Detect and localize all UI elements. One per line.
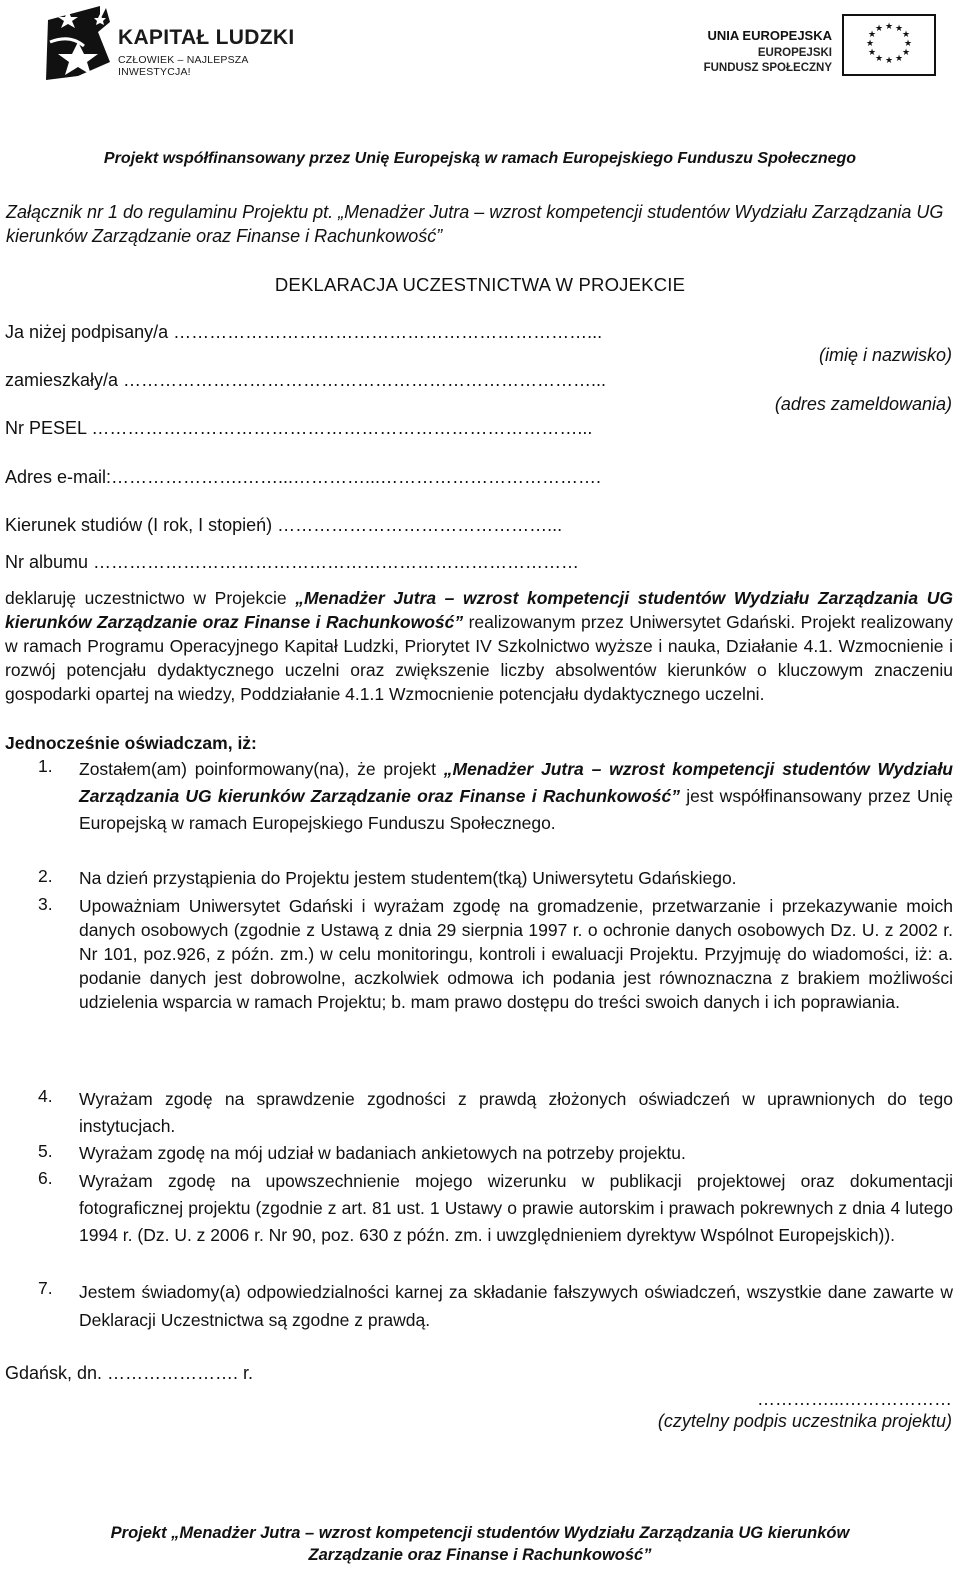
name-field[interactable]: Ja niżej podpisany/a ……………………………………………………………...: [5, 322, 603, 342]
svg-text:★: ★: [874, 54, 884, 64]
also-declare-heading: Jednocześnie oświadczam, iż:: [5, 733, 257, 753]
kapital-ludzki-subtitle: CZŁOWIEK – NAJLEPSZA INWESTYCJA!: [118, 54, 249, 78]
svg-text:★: ★: [884, 22, 894, 32]
list-item-number: 4.: [38, 1086, 53, 1106]
address-field[interactable]: zamieszkały/a ……………………………………………………………………...: [5, 370, 607, 390]
list-item-number: 3.: [38, 894, 53, 914]
eu-logo: [700, 14, 936, 80]
footer: [0, 1522, 960, 1566]
declaration-paragraph: [5, 586, 953, 706]
svg-text:★: ★: [865, 39, 875, 49]
email-field[interactable]: Adres e-mail:………………….……...…………...……………………………….: [5, 467, 602, 487]
eu-line-1: UNIA EUROPEJSKA: [707, 28, 832, 43]
eu-line-2: EUROPEJSKI: [757, 47, 832, 59]
item-text-bold: „Menadżer Jutra – wzrost kompetencji studentów Wydziału Zarządzania UG kierunków Zarządzanie oraz Finanse i Rachunkowość”: [79, 759, 953, 806]
list-item-text: Upoważniam Uniwersytet Gdański i wyrażam zgodę na gromadzenie, przetwarzanie i przekazywanie moich danych osobowych (zgodnie z Ustawą z dnia 29 sierpnia 1997 r. o ochronie danych osobowych Dz. U. z 2002 r. Nr 101, poz.926, z późn. zm.) w celu monitoringu, kontroli i ewaluacji Projektu. Przyjmuję do wiadomości, iż: a. podanie danych jest dobrowolne, aczkolwiek odmowa ich podania jest równoznaczna z brakiem możliwości udzielenia wsparcia w ramach Projektu; b. mam prawo dostępu do treści swoich danych i ich poprawiania.: [79, 896, 953, 1012]
footer-line-2: Zarządzanie oraz Finanse i Rachunkowość”: [308, 1546, 652, 1564]
kapital-ludzki-emblem-icon: [40, 2, 116, 82]
svg-text:★: ★: [874, 24, 884, 34]
eu-flag-icon: [842, 14, 936, 76]
svg-text:★: ★: [903, 39, 913, 49]
signature-field[interactable]: …………...………………: [756, 1389, 952, 1409]
svg-text:★: ★: [901, 30, 911, 40]
list-item-text: Jestem świadomy(a) odpowiedzialności karnej za składanie fałszywych oświadczeń, wszystkie dane zawarte w Deklaracji Uczestnictwa są zgodne z prawdą.: [79, 1282, 953, 1330]
list-item-text: Wyrażam zgodę na sprawdzenie zgodności z prawdą złożonych oświadczeń w uprawnionych do tego instytucjach.: [79, 1089, 953, 1136]
pesel-field[interactable]: Nr PESEL ………………………………………………………………………...: [5, 418, 593, 438]
address-hint: (adres zameldowania): [774, 394, 952, 414]
list-item-text: Wyrażam zgodę na mój udział w badaniach ankietowych na potrzeby projektu.: [79, 1143, 686, 1163]
eu-line-3: FUNDUSZ SPOŁECZNY: [703, 62, 832, 74]
cofinance-note: Projekt współfinansowany przez Unię Europejską w ramach Europejskiego Funduszu Społecznego: [103, 150, 857, 167]
list-item-text: [79, 756, 953, 837]
svg-text:★: ★: [894, 24, 904, 34]
list-item-number: 5.: [38, 1141, 53, 1161]
album-field[interactable]: Nr albumu ………………………………………………………………………: [5, 552, 580, 572]
name-hint: (imię i nazwisko): [818, 345, 952, 365]
kierunek-field[interactable]: Kierunek studiów (I rok, I stopień) ………………………………………...: [5, 515, 563, 535]
svg-text:★: ★: [884, 56, 894, 66]
declaration-project-name: „Menadżer Jutra – wzrost kompetencji studentów Wydziału Zarządzania UG kierunków Zarządzanie oraz Finanse i Rachunkowość”: [5, 588, 953, 632]
list-item-number: 6.: [38, 1168, 53, 1188]
place-date-field[interactable]: Gdańsk, dn. …………………. r.: [5, 1363, 254, 1383]
svg-text:★: ★: [867, 30, 877, 40]
svg-text:★: ★: [894, 54, 904, 64]
list-item-number: 7.: [38, 1278, 53, 1298]
svg-text:★: ★: [901, 48, 911, 58]
item-text-pre: Zostałem(am) poinformowany(na), że projekt: [79, 759, 444, 779]
list-item-number: 2.: [38, 866, 53, 886]
declaration-intro: deklaruję uczestnictwo w Projekcie: [5, 588, 296, 608]
footer-line-1: Projekt „Menadżer Jutra – wzrost kompetencji studentów Wydziału Zarządzania UG kierunków: [110, 1524, 850, 1542]
kapital-ludzki-logo: [40, 2, 310, 84]
document-title: DEKLARACJA UCZESTNICTWA W PROJEKCIE: [274, 274, 686, 295]
item-text-post: jest współfinansowany przez Unię Europejską w ramach Europejskiego Funduszu Społecznego.: [79, 786, 953, 833]
signature-label: (czytelny podpis uczestnika projektu): [657, 1411, 952, 1431]
list-item-text: Wyrażam zgodę na upowszechnienie mojego wizerunku w publikacji projektowej oraz dokumentacji fotograficznej projektu (zgodnie z art. 81 ust. 1 Ustawy o prawie autorskim i prawach pokrewnych z dnia 4 lutego 1994 r. (Dz. U. z 2006 r. Nr 90, poz. 630 z późn. zm. i uwzględnieniem dyrektyw Wspólnot Europejskich)).: [79, 1171, 953, 1245]
kapital-ludzki-title: KAPITAŁ LUDZKI: [118, 26, 295, 49]
list-item-number: 1.: [38, 756, 53, 776]
attachment-title: Załącznik nr 1 do regulaminu Projektu pt. „Menadżer Jutra – wzrost kompetencji studentów Wydziału Zarządzania UG kierunków Zarządzanie oraz Finanse i Rachunkowość”: [6, 202, 944, 246]
declaration-rest: realizowanym przez Uniwersytet Gdański. Projekt realizowany w ramach Programu Operacyjnego Kapitał Ludzki, Priorytet IV Szkolnictwo wyższe i nauka, Działanie 4.1. Wzmocnienie i rozwój potencjału dydaktycznego uczelni oraz zwiększenie liczby absolwentów kierunków o kluczowym znaczeniu gospodarki opartej na wiedzy, Poddziałanie 4.1.1 Wzmocnienie potencjału dydaktycznego uczelni.: [5, 612, 954, 704]
svg-text:★: ★: [867, 48, 877, 58]
list-item-text: Na dzień przystąpienia do Projektu jestem studentem(tką) Uniwersytetu Gdańskiego.: [79, 868, 737, 888]
